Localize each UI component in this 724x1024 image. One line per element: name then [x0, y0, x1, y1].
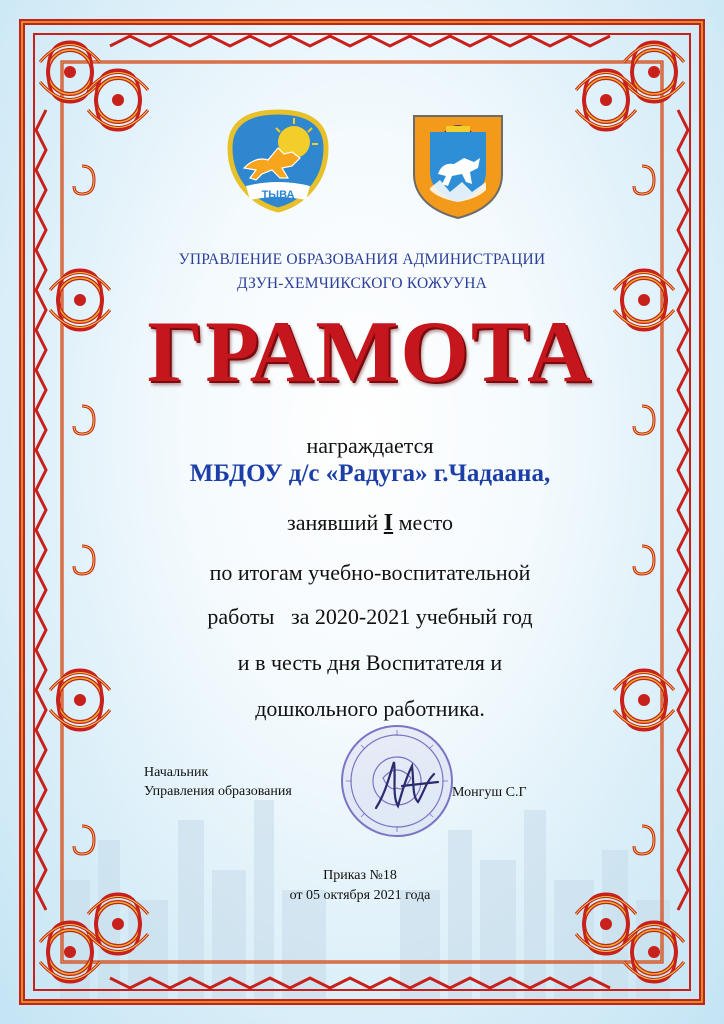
header-line-1: УПРАВЛЕНИЕ ОБРАЗОВАНИЯ АДМИНИСТРАЦИИ	[178, 251, 546, 268]
place-number: I	[383, 510, 394, 536]
header-line-2: ДЗУН-ХЕМЧИКСКОГО КОЖУУНА	[236, 275, 488, 292]
signatory-position-line-2: Управления образования	[144, 784, 292, 799]
place-prefix: занявший	[287, 510, 379, 535]
result-line-3: и в честь дня Воспитателя и	[237, 650, 503, 675]
certificate-title: ГРАМОТА	[147, 304, 593, 401]
result-line-1: по итогам учебно-воспитательной	[209, 560, 531, 585]
signatory-position-line-1: Начальник	[144, 765, 209, 780]
award-text: награждается	[306, 433, 434, 458]
result-line-2: работы за 2020-2021 учебный год	[207, 604, 533, 629]
organization-name: МБДОУ д/с «Радуга» г.Чадаана,	[189, 460, 551, 487]
signature-mark	[372, 752, 442, 814]
place-line	[100, 510, 640, 537]
kozhuun-coat-of-arms-icon	[410, 112, 506, 220]
place-suffix: место	[398, 510, 453, 535]
signatory-name: Монгуш С.Г	[452, 785, 527, 800]
svg-text:ТЫВА: ТЫВА	[261, 189, 295, 201]
order-date: от 05 октября 2021 года	[289, 888, 431, 903]
order-number: Приказ №18	[323, 868, 397, 883]
result-line-4: дошкольного работника.	[255, 696, 485, 721]
tyva-emblem-icon	[222, 108, 334, 214]
